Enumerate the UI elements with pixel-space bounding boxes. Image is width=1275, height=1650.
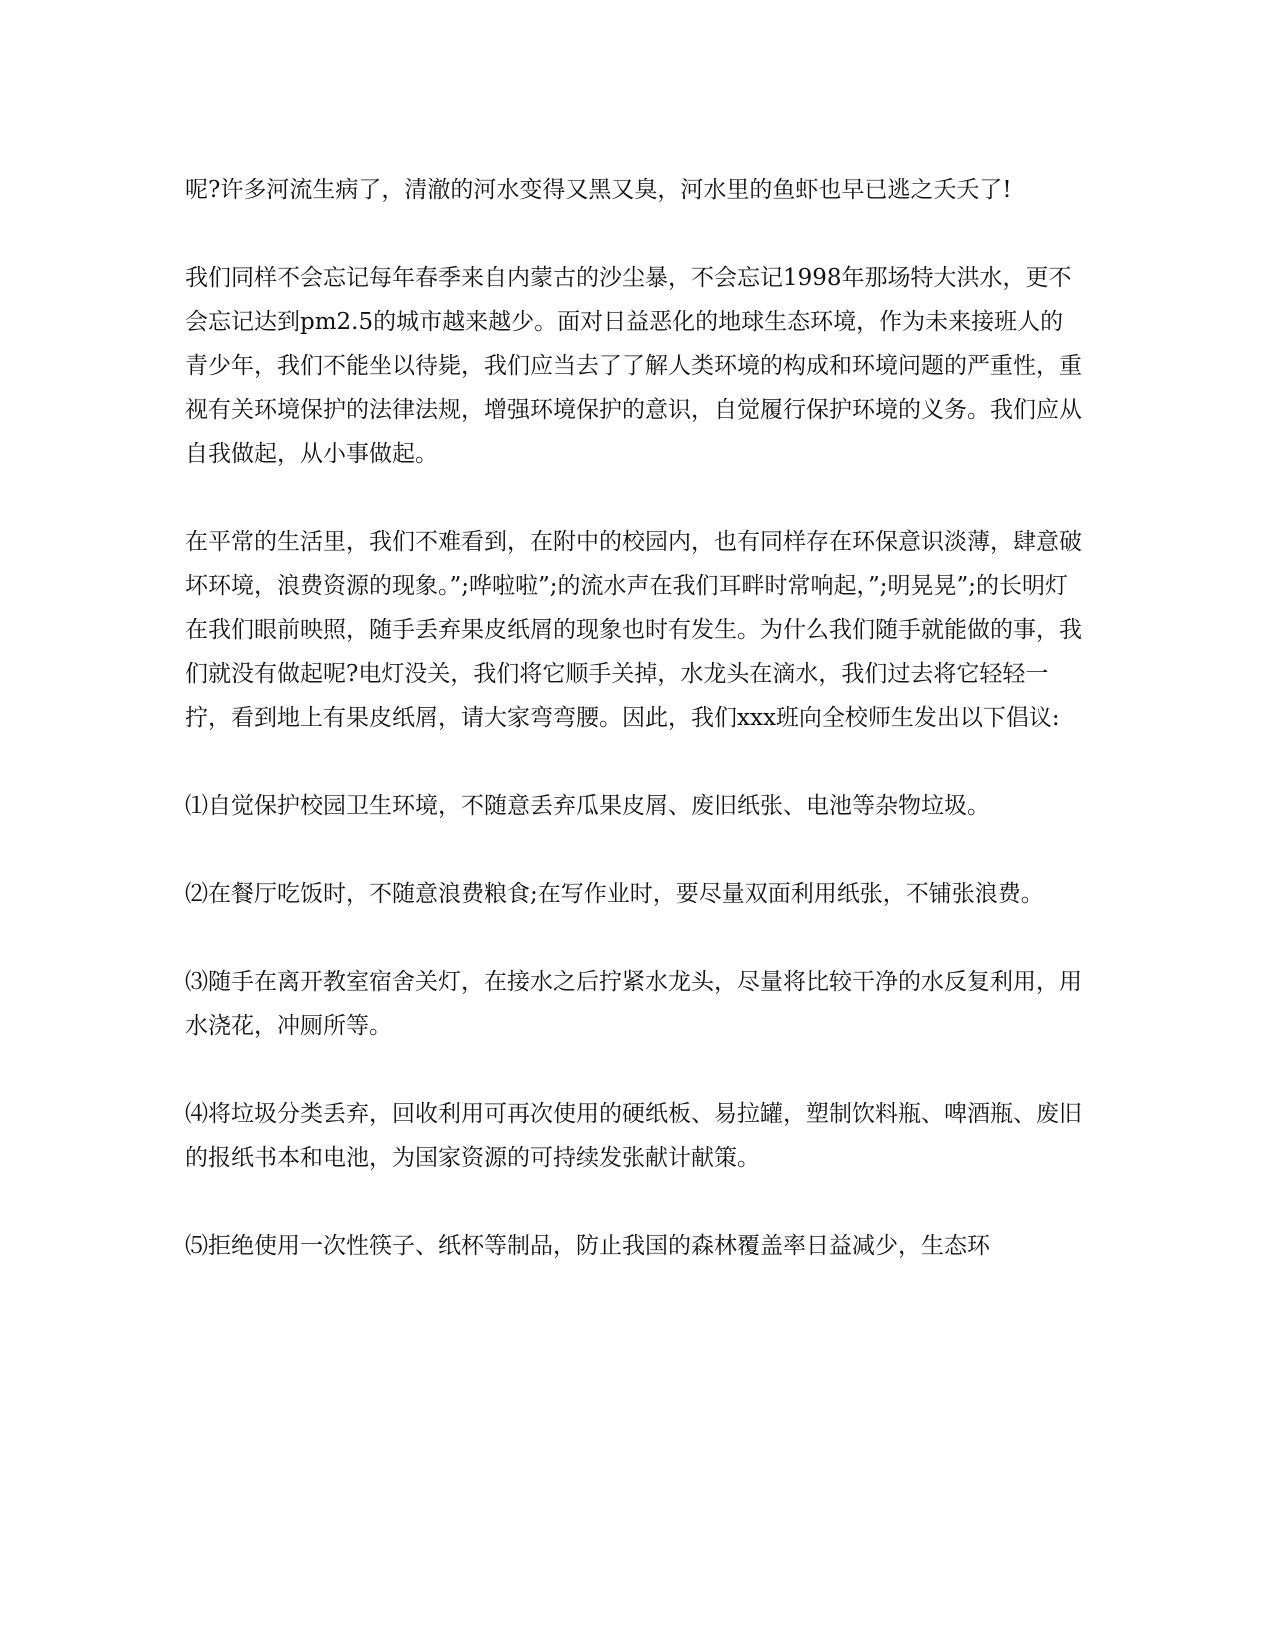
document-body: [185, 168, 1085, 1268]
paragraph-environment-awareness: 我们同样不会忘记每年春季来自内蒙古的沙尘暴，不会忘记1998年那场特大洪水，更不会忘记达到pm2.5的城市越来越少。面对日益恶化的地球生态环境，作为未来接班人的青少年，我们不能坐以待毙，我们应当去了了解人类环境的构成和环境问题的严重性，重视有关环境保护的法律法规，增强环境保护的意识，自觉履行保护环境的义务。我们应从自我做起，从小事做起。: [185, 265, 1082, 467]
paragraph-rivers: 呢?许多河流生病了，清澈的河水变得又黑又臭，河水里的鱼虾也早已逃之夭夭了!: [185, 177, 1012, 203]
paragraph-campus-phenomena: 在平常的生活里，我们不难看到，在附中的校园内，也有同样存在环保意识淡薄，肆意破坏环境，浪费资源的现象。”;哗啦啦”;的流水声在我们耳畔时常响起，”;明晃晃”;的长明灯在我们眼前映照，随手丢弃果皮纸屑的现象也时有发生。为什么我们随手就能做的事，我们就没有做起呢?电灯没关，我们将它顺手关掉，水龙头在滴水，我们过去将它轻轻一拧，看到地上有果皮纸屑，请大家弯弯腰。因此，我们xxx班向全校师生发出以下倡议:: [185, 529, 1082, 731]
proposal-item-3: ⑶随手在离开教室宿舍关灯，在接水之后拧紧水龙头，尽量将比较干净的水反复利用，用水浇花，冲厕所等。: [185, 969, 1082, 1039]
proposal-item-1: ⑴自觉保护校园卫生环境，不随意丢弃瓜果皮屑、废旧纸张、电池等杂物垃圾。: [185, 793, 990, 819]
proposal-item-2: ⑵在餐厅吃饭时，不随意浪费粮食;在写作业时，要尽量双面利用纸张，不铺张浪费。: [185, 881, 1044, 907]
proposal-item-5: ⑸拒绝使用一次性筷子、纸杯等制品，防止我国的森林覆盖率日益减少，生态环: [185, 1233, 990, 1259]
proposal-item-4: ⑷将垃圾分类丢弃，回收利用可再次使用的硬纸板、易拉罐，塑制饮料瓶、啤酒瓶、废旧的报纸书本和电池，为国家资源的可持续发张献计献策。: [185, 1101, 1082, 1171]
